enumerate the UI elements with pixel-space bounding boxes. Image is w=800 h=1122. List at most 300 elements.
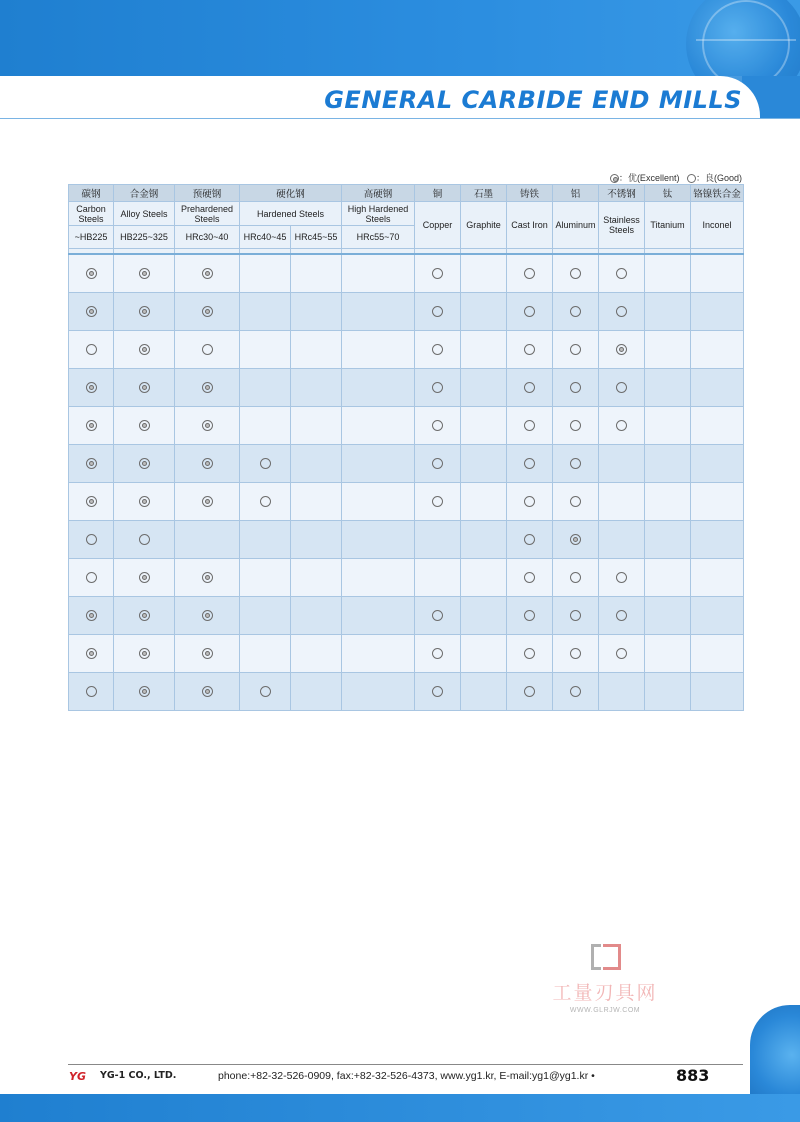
table-cell (69, 369, 114, 407)
excellent-icon (139, 382, 150, 393)
excellent-icon (139, 268, 150, 279)
table-cell (175, 597, 240, 635)
table-cell (553, 483, 599, 521)
table-cell (114, 521, 175, 559)
table-cell (461, 369, 507, 407)
legend-excellent: 优(Excellent) (627, 173, 680, 183)
col-en-hardened: Hardened Steels (240, 202, 342, 226)
table-cell (507, 407, 553, 445)
table-cell (114, 559, 175, 597)
table-cell (599, 407, 645, 445)
good-icon (570, 458, 581, 469)
table-cell (691, 521, 744, 559)
excellent-icon (202, 458, 213, 469)
table-cell (69, 331, 114, 369)
table-cell (240, 254, 291, 293)
good-icon (260, 496, 271, 507)
table-cell (342, 293, 415, 331)
table-cell (461, 673, 507, 711)
table-cell (599, 445, 645, 483)
good-icon (260, 458, 271, 469)
col-cn-castiron: 铸铁 (507, 185, 553, 202)
hardness-prehard: HRc30~40 (175, 226, 240, 249)
table-cell (114, 597, 175, 635)
excellent-icon (86, 420, 97, 431)
table-cell (415, 559, 461, 597)
table-cell (645, 445, 691, 483)
good-icon (616, 306, 627, 317)
good-icon (524, 268, 535, 279)
good-icon (616, 610, 627, 621)
table-cell (415, 521, 461, 559)
excellent-icon (570, 534, 581, 545)
excellent-icon (139, 458, 150, 469)
table-row (69, 483, 744, 521)
table-cell (240, 331, 291, 369)
table-cell (691, 597, 744, 635)
good-icon (86, 344, 97, 355)
header-row-en (69, 202, 744, 226)
table-row (69, 254, 744, 293)
excellent-icon (202, 648, 213, 659)
good-icon (524, 648, 535, 659)
excellent-icon (86, 458, 97, 469)
table-cell (69, 521, 114, 559)
table-cell (599, 483, 645, 521)
good-icon (570, 420, 581, 431)
table-cell (507, 673, 553, 711)
legend-sep: ： (695, 173, 705, 183)
table-cell (691, 254, 744, 293)
good-icon (570, 610, 581, 621)
col-en-titanium: Titanium (645, 202, 691, 249)
table-cell (507, 254, 553, 293)
table-cell (175, 293, 240, 331)
col-cn-carbon: 碳钢 (69, 185, 114, 202)
good-icon (616, 268, 627, 279)
good-icon (570, 344, 581, 355)
table-cell (342, 673, 415, 711)
good-icon (260, 686, 271, 697)
table-cell (240, 673, 291, 711)
table-cell (691, 445, 744, 483)
table-cell (645, 407, 691, 445)
good-icon (570, 572, 581, 583)
excellent-icon (86, 306, 97, 317)
table-cell (240, 559, 291, 597)
excellent-icon (139, 344, 150, 355)
excellent-icon (202, 572, 213, 583)
col-cn-titanium: 钛 (645, 185, 691, 202)
company-logo: YG (69, 1070, 86, 1083)
table-cell (645, 597, 691, 635)
table-cell (291, 673, 342, 711)
table-cell (415, 293, 461, 331)
table-cell (553, 673, 599, 711)
watermark-url: WWW.GLRJW.COM (569, 1007, 641, 1014)
good-icon (524, 382, 535, 393)
good-icon (524, 496, 535, 507)
good-icon (570, 496, 581, 507)
hardness-hard1: HRc40~45 (240, 226, 291, 249)
table-cell (240, 407, 291, 445)
table-cell (553, 635, 599, 673)
table-cell (461, 559, 507, 597)
table-cell (461, 331, 507, 369)
table-cell (553, 254, 599, 293)
good-icon (432, 420, 443, 431)
table-cell (691, 635, 744, 673)
table-cell (507, 293, 553, 331)
table-cell (291, 407, 342, 445)
good-icon (616, 420, 627, 431)
col-cn-alloy: 合金钢 (114, 185, 175, 202)
col-cn-aluminum: 铝 (553, 185, 599, 202)
col-cn-hardened: 硬化钢 (240, 185, 342, 202)
col-cn-prehard: 预硬钢 (175, 185, 240, 202)
table-cell (553, 293, 599, 331)
good-icon (524, 420, 535, 431)
col-en-graphite: Graphite (461, 202, 507, 249)
table-cell (175, 445, 240, 483)
table-cell (553, 597, 599, 635)
excellent-icon (139, 420, 150, 431)
table-cell (342, 254, 415, 293)
table-cell (114, 369, 175, 407)
legend-good: 良(Good) (704, 173, 742, 183)
table-cell (553, 369, 599, 407)
table-cell (691, 369, 744, 407)
table-cell (291, 635, 342, 673)
hardness-alloy: HB225~325 (114, 226, 175, 249)
table-cell (599, 635, 645, 673)
table-cell (415, 407, 461, 445)
table-cell (291, 254, 342, 293)
page-title: GENERAL CARBIDE END MILLS (324, 86, 742, 114)
table-cell (114, 407, 175, 445)
table-cell (342, 635, 415, 673)
table-cell (69, 445, 114, 483)
table-row (69, 369, 744, 407)
table-cell (342, 331, 415, 369)
table-cell (553, 331, 599, 369)
table-cell (645, 331, 691, 369)
good-icon (139, 534, 150, 545)
header-row-cn (69, 185, 744, 202)
table-cell (507, 597, 553, 635)
table-cell (114, 635, 175, 673)
table-cell (291, 445, 342, 483)
table-cell (507, 559, 553, 597)
table-row (69, 559, 744, 597)
good-icon (86, 534, 97, 545)
good-icon (432, 496, 443, 507)
table-cell (553, 559, 599, 597)
table-cell (691, 407, 744, 445)
good-icon (524, 610, 535, 621)
good-icon (570, 382, 581, 393)
col-en-aluminum: Aluminum (553, 202, 599, 249)
table-cell (114, 673, 175, 711)
col-en-highhard: High Hardened Steels (342, 202, 415, 226)
col-en-copper: Copper (415, 202, 461, 249)
good-icon (687, 174, 696, 183)
table-cell (599, 559, 645, 597)
table-cell (114, 445, 175, 483)
table-cell (291, 483, 342, 521)
excellent-icon (139, 686, 150, 697)
good-icon (616, 648, 627, 659)
page-number: 883 (676, 1066, 710, 1085)
table-cell (240, 521, 291, 559)
table-cell (507, 369, 553, 407)
table-row (69, 635, 744, 673)
table-cell (240, 369, 291, 407)
good-icon (570, 306, 581, 317)
excellent-icon (202, 268, 213, 279)
table-cell (342, 445, 415, 483)
excellent-icon (139, 648, 150, 659)
excellent-icon (202, 420, 213, 431)
excellent-icon (86, 382, 97, 393)
table-cell (114, 254, 175, 293)
table-cell (599, 293, 645, 331)
table-row (69, 673, 744, 711)
table-cell (69, 635, 114, 673)
title-rule (0, 118, 800, 119)
table-cell (553, 445, 599, 483)
col-cn-inconel: 铬镍铁合金 (691, 185, 744, 202)
table-cell (599, 369, 645, 407)
col-en-carbon: Carbon Steels (69, 202, 114, 226)
col-cn-highhard: 高硬钢 (342, 185, 415, 202)
table-cell (69, 597, 114, 635)
col-cn-copper: 铜 (415, 185, 461, 202)
material-suitability-table (68, 184, 744, 711)
table-cell (342, 559, 415, 597)
col-en-stainless: Stainless Steels (599, 202, 645, 249)
table-cell (291, 597, 342, 635)
good-icon (86, 572, 97, 583)
table-cell (240, 597, 291, 635)
table-cell (645, 673, 691, 711)
good-icon (432, 458, 443, 469)
table-row (69, 597, 744, 635)
excellent-icon (139, 306, 150, 317)
watermark (530, 940, 680, 1014)
table-cell (461, 597, 507, 635)
excellent-icon (202, 686, 213, 697)
table-row (69, 331, 744, 369)
table-cell (415, 597, 461, 635)
table-cell (553, 521, 599, 559)
table-cell (507, 331, 553, 369)
table-cell (507, 483, 553, 521)
hardness-carbon: ~HB225 (69, 226, 114, 249)
good-icon (570, 268, 581, 279)
top-banner (0, 0, 800, 76)
table-cell (415, 331, 461, 369)
table-cell (69, 559, 114, 597)
table-cell (291, 521, 342, 559)
table-cell (507, 445, 553, 483)
table-cell (175, 521, 240, 559)
table-cell (69, 673, 114, 711)
excellent-icon (139, 610, 150, 621)
good-icon (524, 534, 535, 545)
table-cell (291, 331, 342, 369)
excellent-icon (139, 496, 150, 507)
table-row (69, 293, 744, 331)
rating-rows (69, 254, 744, 711)
table-cell (599, 254, 645, 293)
good-icon (432, 610, 443, 621)
table-cell (240, 483, 291, 521)
table-cell (175, 635, 240, 673)
table-cell (461, 293, 507, 331)
good-icon (202, 344, 213, 355)
table-cell (175, 559, 240, 597)
col-en-inconel: Inconel (691, 202, 744, 249)
table-cell (461, 407, 507, 445)
table-cell (240, 635, 291, 673)
col-cn-graphite: 石墨 (461, 185, 507, 202)
col-en-prehard: Prehardened Steels (175, 202, 240, 226)
table-cell (175, 483, 240, 521)
excellent-icon (86, 268, 97, 279)
table-cell (114, 331, 175, 369)
table-cell (342, 407, 415, 445)
table-cell (175, 331, 240, 369)
table-cell (553, 407, 599, 445)
table-cell (415, 483, 461, 521)
table-cell (461, 521, 507, 559)
good-icon (524, 306, 535, 317)
legend-sep: ： (618, 173, 628, 183)
good-icon (616, 382, 627, 393)
excellent-icon (202, 382, 213, 393)
table-cell (291, 369, 342, 407)
table-cell (342, 597, 415, 635)
table-cell (69, 293, 114, 331)
company-name: YG-1 CO., LTD. (100, 1070, 177, 1081)
good-icon (524, 344, 535, 355)
table-cell (69, 254, 114, 293)
table-row (69, 445, 744, 483)
good-icon (86, 686, 97, 697)
table-row (69, 521, 744, 559)
excellent-icon (616, 344, 627, 355)
good-icon (524, 458, 535, 469)
excellent-icon (86, 496, 97, 507)
table-cell (342, 369, 415, 407)
table-cell (415, 445, 461, 483)
table-cell (645, 521, 691, 559)
table-cell (175, 407, 240, 445)
table-cell (415, 254, 461, 293)
table-cell (114, 293, 175, 331)
excellent-icon (202, 610, 213, 621)
table-cell (240, 445, 291, 483)
excellent-icon (202, 306, 213, 317)
hardness-highhard: HRc55~70 (342, 226, 415, 249)
col-cn-stainless: 不锈钢 (599, 185, 645, 202)
table-cell (240, 293, 291, 331)
excellent-icon (86, 648, 97, 659)
excellent-icon (610, 174, 619, 183)
table-cell (645, 369, 691, 407)
bottom-banner (0, 1094, 800, 1122)
table-cell (69, 483, 114, 521)
table-cell (175, 369, 240, 407)
good-icon (570, 686, 581, 697)
table-cell (691, 293, 744, 331)
table-cell (599, 331, 645, 369)
table-row (69, 407, 744, 445)
table-cell (645, 635, 691, 673)
table-cell (461, 445, 507, 483)
table-cell (175, 673, 240, 711)
table-cell (507, 521, 553, 559)
table-cell (691, 483, 744, 521)
good-icon (570, 648, 581, 659)
table-cell (645, 483, 691, 521)
good-icon (432, 648, 443, 659)
table-cell (645, 559, 691, 597)
good-icon (616, 572, 627, 583)
table-cell (415, 369, 461, 407)
table-cell (461, 635, 507, 673)
table-cell (415, 673, 461, 711)
excellent-icon (139, 572, 150, 583)
good-icon (432, 382, 443, 393)
rating-legend (570, 171, 742, 184)
good-icon (432, 306, 443, 317)
good-icon (432, 344, 443, 355)
table-cell (291, 293, 342, 331)
table-cell (691, 559, 744, 597)
table-cell (291, 559, 342, 597)
watermark-logo-icon (585, 940, 625, 974)
table-cell (175, 254, 240, 293)
good-icon (432, 268, 443, 279)
col-en-alloy: Alloy Steels (114, 202, 175, 226)
excellent-icon (86, 610, 97, 621)
table-cell (691, 331, 744, 369)
table-cell (415, 635, 461, 673)
table-cell (461, 483, 507, 521)
good-icon (432, 686, 443, 697)
good-icon (524, 572, 535, 583)
hardness-hard2: HRc45~55 (291, 226, 342, 249)
table-cell (645, 254, 691, 293)
table-cell (69, 407, 114, 445)
table-cell (599, 597, 645, 635)
table-cell (114, 483, 175, 521)
col-en-castiron: Cast Iron (507, 202, 553, 249)
contact-info: phone:+82-32-526-0909, fax:+82-32-526-4373, www.yg1.kr, E-mail:yg1@yg1.kr • (218, 1070, 595, 1082)
excellent-icon (202, 496, 213, 507)
footer-rule (68, 1064, 743, 1065)
table-cell (342, 483, 415, 521)
table-cell (342, 521, 415, 559)
table-cell (645, 293, 691, 331)
table-cell (691, 673, 744, 711)
table-cell (599, 521, 645, 559)
table-cell (599, 673, 645, 711)
good-icon (524, 686, 535, 697)
bottom-globe-graphic (750, 1005, 800, 1105)
